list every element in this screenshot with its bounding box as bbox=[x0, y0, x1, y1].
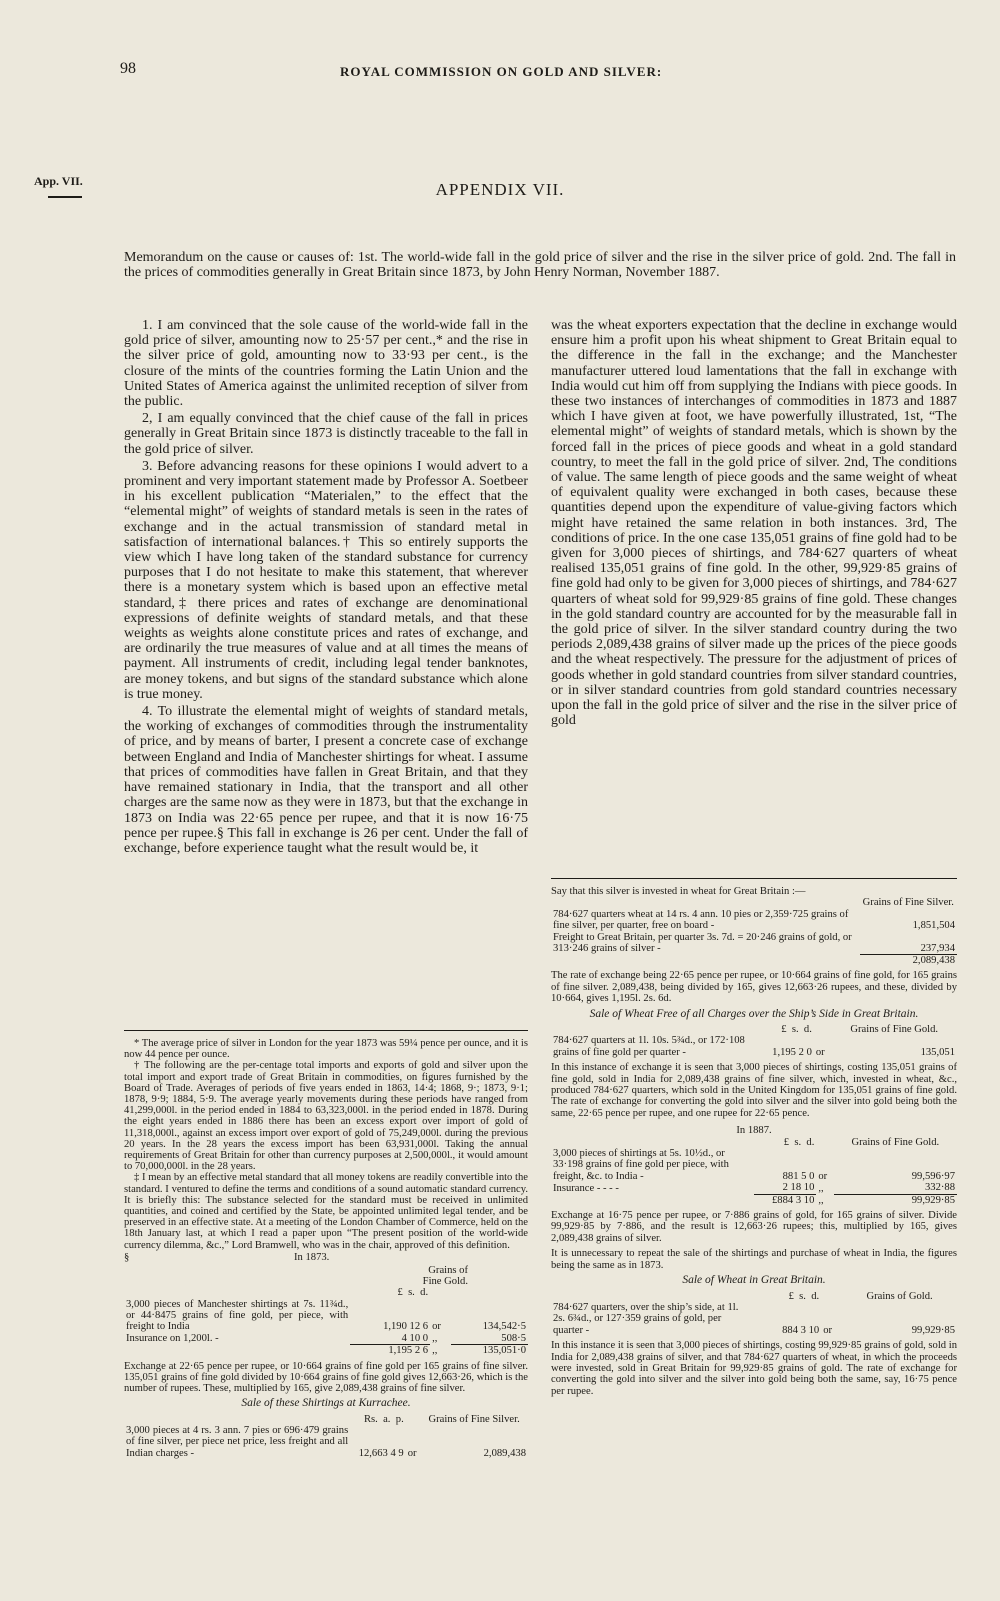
paragraph: was the wheat exporters expectation that the decline in exchange would ensure him a profit upon his wheat shipment to Great Britain equal to the difference in the fall in the exchange; and the Manchester manufacturer uttered loud lamentations that the fall in exchange with India would cut him off from supplying the Indians with piece goods. In these two instances of interchanges of commodities in 1873 and 1887 which I have given at foot, we have powerfully illustrated, 1st, “The elemental might” of weights of standard metals, which is shown by the forced fall in the prices of piece goods and wheat in a gold standard country, to meet the fall in the gold price of silver. 2nd, The conditions of value. The same length of piece goods and the same weight of wheat of equivalent quality were exchanged in both cases, because these quantities depend upon the expenditure of value-giving factors which might have retained the same relation in both instances. 3rd, The conditions of price. In the one case 135,051 grains of fine gold had to be given for 3,000 pieces of shirtings, and 784·627 quarters of wheat realised 135,051 grains of fine gold. In the other, 99,929·85 grains of fine gold had only to be given for 3,000 pieces of shirtings, and 784·627 quarters of wheat sold for 99,929·85 grains of fine gold. These changes in the gold standard country are accounted for by the measurable fall in the gold price of silver. In the silver standard country during the two periods 2,089,438 grains of silver made up the prices of the piece goods and the wheat respectively. The pressure for the adjustment of prices of goods whether in gold standard countries from silver standard countries, or in silver standard countries from gold standard countries necessary upon the fall in the gold price of silver and the rise in the silver price of gold bbox=[551, 318, 957, 729]
exchange-1873: Exchange at 22·65 pence per rupee, or 10·664 grains of fine gold per 165 grains of fine silver. 135,051 grains of fine gold divided by 10·664 grains of fine gold gives 12,663·26, which is the number of rupees. These, multiplied by 165, give 2,089,438 grains of fine silver. bbox=[124, 1360, 528, 1395]
table-row: 784·627 quarters wheat at 14 rs. 4 ann. 10 pies or 2,359·725 grains of fine silver, per quarter, free on board - 1,851,504 bbox=[553, 908, 955, 932]
unnecessary-paragraph: It is unnecessary to repeat the sale of the shirtings and purchase of wheat in India, the figures being the same as in 1873. bbox=[551, 1248, 957, 1271]
paragraph: 3. Before advancing reasons for these opinions I would advert to a prominent and very important statement made by Professor A. Soetbeer in his excellent publication “Materialen,” to the effect that the “elemental might” of weights of standard metals is seen in the rates of exchange and in the actual transmission of standard metal in satisfaction of international balances.† This so entirely supports the view which I have long taken of the standard substance for currency purposes that I do not hesitate to make this statement, that wherever there is a monetary system which is based upon an effective metal standard,‡ there prices and rates of exchange are denominational expressions of definite weights of standard metals, and that these weights as weights alone constitute prices and rates of exchange, and are ordinarily the true measures of value and at all times the means of payment. All instruments of credit, including legal tender banknotes, are money tokens, and but signs of the standard substance which alone is true money. bbox=[124, 458, 528, 702]
table-row: 3,000 pieces of shirtings at 5s. 10½d., or 33·198 grains of fine gold per piece, with freight, &c. to India - 881 5 0 or 99,596·97 bbox=[553, 1148, 955, 1182]
rap-header: Rs. a. p. bbox=[363, 1413, 404, 1425]
paragraph: 2, I am equally convinced that the chief cause of the fall in prices generally in Great Britain since 1873 is distinctly traceable to the fall in the gold price of silver. bbox=[124, 411, 528, 457]
table-kurrachee: Rs. a. p. Grains of Fine Silver. 3,000 pieces at 4 rs. 3 ann. 7 pies or 696·479 grains of fine silver, per piece net price, less freight and all Indian charges - 12,663 4 9 or 2,089,438 bbox=[126, 1413, 526, 1459]
table-row: 784·627 quarters, over the ship’s side, at 1l. 2s. 6¾d., or 127·359 grains of gold, per quarter - 884 3 10 or 99,929·85 bbox=[553, 1301, 955, 1336]
lsd-header: £ s. d. bbox=[781, 1023, 812, 1035]
table-total-row: 2,089,438 bbox=[551, 954, 957, 966]
section-mark: § bbox=[124, 1251, 130, 1263]
lsd-header: £ s. d. bbox=[397, 1287, 429, 1299]
right-lower-column bbox=[551, 886, 957, 1401]
table-wheat-silver: Grains of Fine Silver. 784·627 quarters wheat at 14 rs. 4 ann. 10 pies or 2,359·725 grains of fine silver, per quarter, free on board - 1,851,504 Freight to Great Britain, per quarter 3s. 7d. = 20·246 grains of gold, or 313·246 grains of silver - 237,934 2,089,438 bbox=[553, 897, 955, 966]
table-row: 3,000 pieces of Manchester shirtings at 7s. 11¾d., or 44·8475 grains of fine gold, per piece, with freight to India 1,190 12 6 or 134,542·5 bbox=[126, 1298, 526, 1333]
table-1873 bbox=[124, 1287, 528, 1356]
year-1873-label: In 1873. bbox=[294, 1251, 330, 1263]
table-wheat-gb: £ s. d. Grains of Gold. 784·627 quarters, over the ship’s side, at 1l. 2s. 6¾d., or 127·359 grains of gold, per quarter - 884 3 10 or 99,929·85 bbox=[553, 1290, 955, 1336]
exchange-1887: Exchange at 16·75 pence per rupee, or 7·886 grains of gold, for 165 grains of silver. Divide 99,929·85 by 7·886, and the result is 12,663·26 rupees; this, multiplied by 165, gives 2,089,438 grains of silver. bbox=[551, 1210, 957, 1244]
table-row: 784·627 quarters at 1l. 10s. 5¾d., or 172·108 grains of fine gold per quarter - 1,195 2 0 or 135,051 bbox=[553, 1035, 955, 1058]
memorandum-heading: Memorandum on the cause or causes of: 1st. The world-wide fall in the gold price of silver and the rise in the silver price of gold. 2nd. The fall in the prices of commodities generally in Great Britain since 1873, by John Henry Norman, November 1887. bbox=[124, 250, 956, 280]
footnote: † The following are the per-centage total imports and exports of gold and silver upon the total import and export trade of Great Britain in commodities, on figures furnished by the Board of Trade. Averages of periods of five years ended in 1863, 14·4; 1868, 9·; 1873, 9·1; 1878, 9·9; 1884, 5·9. The average yearly movements during these periods have ranged from 41,299,000l. in the period ended in 1884 to 63,323,000l. in the period ended in 1878. During the eight years ended in 1886 there has been an excess export over import of gold of 11,318,000l., against an excess import over export of gold of 75,249,000l. during the previous 20 years. In the 28 years the excess import has been 63,931,000l. Taking the annual requirements of Great Britain for other than currency purposes at 2,500,000l., it would amount to 70,000,000l. in the 28 years. bbox=[124, 1060, 528, 1173]
instance-1-paragraph: In this instance of exchange it is seen that 3,000 pieces of shirtings, costing 135,051 grains of fine gold, sold in India for 2,089,438 grains of fine silver, which, invested in wheat, &c., produced 784·627 quarters, which sold in the United Kingdom for 135,051 grains of fine gold. The rate of exchange for converting the gold into silver and the silver into gold being both the same, 22·65 pence per rupee, and one rupee for 22·65 pence. bbox=[551, 1062, 957, 1119]
footnote: * The average price of silver in London for the year 1873 was 59¼ pence per ounce, and it is now 44 pence per ounce. bbox=[124, 1038, 528, 1061]
section-heading: Sale of Wheat Free of all Charges over the Ship’s Side in Great Britain. bbox=[589, 1007, 919, 1020]
running-title: ROYAL COMMISSION ON GOLD AND SILVER: bbox=[340, 64, 663, 79]
table-row: 3,000 pieces at 4 rs. 3 ann. 7 pies or 696·479 grains of fine silver, per piece net price, less freight and all Indian charges - 12,663 4 9 or 2,089,438 bbox=[126, 1424, 526, 1459]
lsd-header: £ s. d. bbox=[788, 1290, 820, 1302]
wheat-intro: Say that this silver is invested in wheat for Great Britain :— bbox=[551, 886, 806, 897]
column-rule bbox=[551, 878, 957, 879]
table-row: Insurance - - - - 2 18 10 ,, 332·88 bbox=[553, 1182, 955, 1194]
left-column bbox=[124, 318, 528, 858]
table-wheat-free: £ s. d. Grains of Fine Gold. 784·627 quarters at 1l. 10s. 5¾d., or 172·108 grains of fine gold per quarter - 1,195 2 0 or 135,051 bbox=[553, 1023, 955, 1058]
instance-2-paragraph: In this instance it is seen that 3,000 pieces of shirtings, costing 99,929·85 grains of gold, sold in India for 2,089,438 grains of silver, and that 784·627 quarters of wheat, in which the proceeds were invested, sold in Great Britain for 99,929·85 grains of gold. The rate of exchange for converting the gold into silver and the silver into gold being both the same, say, 16·75 pence per rupee. bbox=[551, 1340, 957, 1397]
right-column bbox=[551, 318, 957, 730]
table-row: Freight to Great Britain, per quarter 3s. 7d. = 20·246 grains of gold, or 313·246 grains of silver - 237,934 bbox=[553, 931, 955, 955]
table-row: Insurance on 1,200l. - 4 10 0 ,, 508·5 bbox=[126, 1332, 526, 1345]
footnote-rule bbox=[124, 1030, 528, 1031]
lsd-header: £ s. d. bbox=[783, 1136, 815, 1148]
table-1887: £ s. d. Grains of Fine Gold. 3,000 pieces of shirtings at 5s. 10½d., or 33·198 grains of fine gold per piece, with freight, &c. to India - 881 5 0 or 99,596·97 Insurance - - - - 2 18 10 ,, 332·88 £884 3 10 ,, 99,929·85 bbox=[553, 1136, 955, 1206]
table-total-row: 1,195 2 6 ,, 135,051·0 bbox=[124, 1345, 528, 1357]
section-heading: Sale of these Shirtings at Kurrachee. bbox=[241, 1397, 411, 1410]
table-total-row: £884 3 10 ,, 99,929·85 bbox=[551, 1194, 957, 1206]
column-header: Grains of Fine Gold. bbox=[422, 1265, 468, 1288]
section-heading: Sale of Wheat in Great Britain. bbox=[682, 1274, 826, 1287]
year-1887-label: In 1887. bbox=[736, 1125, 772, 1137]
page-number: 98 bbox=[120, 60, 136, 77]
paragraph: 1. I am convinced that the sole cause of the world-wide fall in the gold price of silver, amounting now to 25·57 per cent.,* and the rise in the silver price of gold, amounting now to 33·93 per cent., is the closure of the mints of the countries forming the Latin Union and the United States of America against the unlimited reception of silver from the public. bbox=[124, 318, 528, 410]
footnotes bbox=[124, 1038, 528, 1459]
rate-paragraph: The rate of exchange being 22·65 pence per rupee, or 10·664 grains of fine gold, for 165 grains of fine silver. 2,089,438, being divided by 165, gives 12,663·26 rupees, and these, divided by 10·664, gives 1,195l. 2s. 6d. bbox=[551, 970, 957, 1005]
paragraph: 4. To illustrate the elemental might of weights of standard metals, the working of exchanges of commodities through the instrumentality of price, and by means of barter, I present a concrete case of exchange between England and India of Manchester shirtings for wheat. I assume that prices of commodities have fallen in Great Britain, and that they have remained stationary in India, that the transport and all other charges are the same now as they were in 1873, but that the exchange in 1873 on India was 22·65 pence per rupee, and that it is now 16·75 pence per rupee.§ This fall in exchange is 26 per cent. Under the fall of exchange, before experience taught what the result would be, it bbox=[124, 704, 528, 856]
footnote: ‡ I mean by an effective metal standard that all money tokens are readily convertible into the standard. I ventured to define the terms and conditions of a sound automatic standard currency. It is briefly this: The substance selected for the standard must be received in unlimited quantities, and coined and certified by the State, be appointed unlimited legal tender, and be preserved in an effective state. At a meeting of the London Chamber of Commerce, held on the 18th January last, at which I read a paper upon “The present position of the world-wide currency dilemma, &c.,” Lord Bramwell, who was in the chair, approved of this definition. bbox=[124, 1172, 528, 1251]
side-label: App. VII. bbox=[34, 174, 83, 188]
appendix-title: APPENDIX VII. bbox=[435, 180, 565, 199]
